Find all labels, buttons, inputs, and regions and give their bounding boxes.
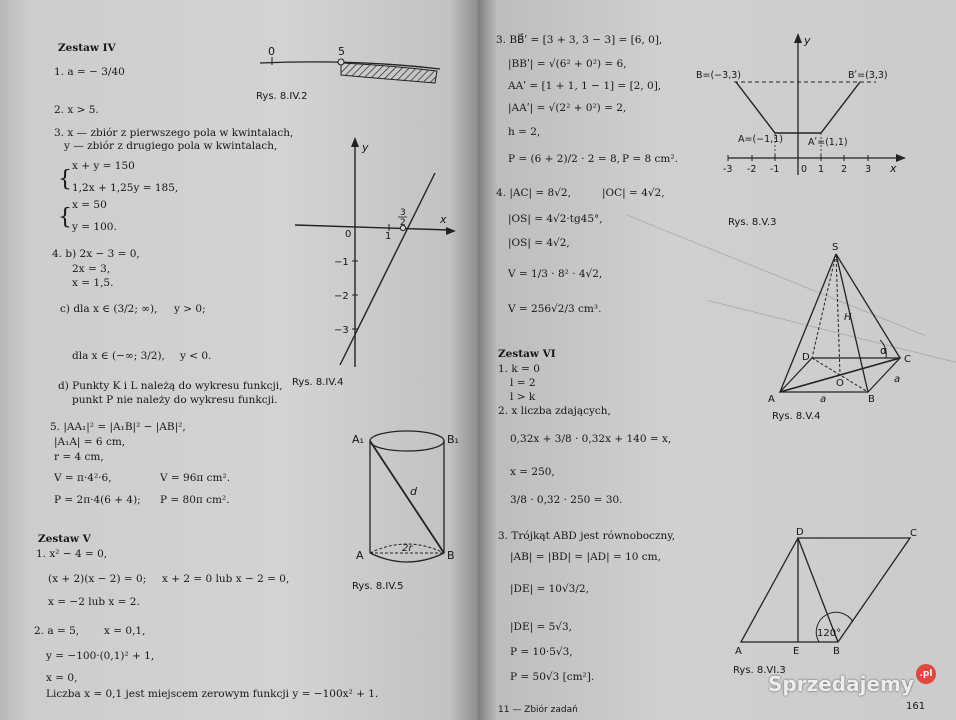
watermark-text: Sprzedajemy <box>768 672 914 696</box>
diagonal-d: d <box>410 485 417 498</box>
answer-line: Liczba x = 0,1 jest miejscem zerowym funkcji y = −100x² + 1. <box>46 688 379 700</box>
vertex-b: B <box>833 646 840 657</box>
answer-line: y — zbiór z drugiego pola w kwintalach, <box>64 140 278 152</box>
vertex-d: D <box>796 527 804 538</box>
answer-line: 3/8 · 0,32 · 250 = 30. <box>510 494 623 506</box>
answer-line: |DE| = 5√3, <box>510 621 573 633</box>
answer-line: AAʹ = [1 + 1, 1 − 1] = [2, 0], <box>508 80 662 92</box>
caption-fig-iv-5: Rys. 8.IV.5 <box>352 581 404 592</box>
tick-minus-three: −3 <box>334 325 349 336</box>
origin-label: 0 <box>345 229 352 240</box>
point-a-prime: Aʹ=(1,1) <box>808 137 848 148</box>
answer-line: |AAʹ| = √(2² + 0²) = 2, <box>508 102 627 114</box>
answer-line: (x + 2)(x − 2) = 0; <box>48 573 147 585</box>
answer-line: P = 10·5√3, <box>510 646 573 658</box>
answer-line: 2. x liczba zdających, <box>498 405 611 417</box>
vertex-c: C <box>910 528 917 539</box>
vertex-a: A <box>356 549 364 562</box>
answer-line: 5. |AA₁|² = |A₁B|² − |AB|², <box>50 421 186 433</box>
height-h: H <box>844 312 852 323</box>
vertex-b: B <box>868 394 875 405</box>
page-footer: 11 — Zbiór zadań <box>498 705 578 715</box>
axis-y-label: y <box>362 141 369 154</box>
diameter-2r: 2r <box>402 543 413 554</box>
center-o: O <box>836 378 844 389</box>
tick-minus-one: −1 <box>334 257 349 268</box>
answer-line: P = 80π cm². <box>160 494 230 506</box>
figure-linear-graph <box>290 135 460 375</box>
answer-line: r = 4 cm, <box>54 451 104 463</box>
caption-fig-iv-2: Rys. 8.IV.2 <box>256 91 308 102</box>
page-number: 161 <box>906 701 926 712</box>
tick-one: 1 <box>385 231 392 242</box>
answer-line: |DE| = 10√3/2, <box>510 583 589 595</box>
answer-line: V = 1/3 · 8² · 4√2, <box>508 268 603 280</box>
answer-line: y > 0; <box>174 303 206 315</box>
caption-fig-vi-3: Rys. 8.VI.3 <box>733 665 786 676</box>
answer-line: 1. x² − 4 = 0, <box>36 548 108 560</box>
brace: { <box>58 205 72 230</box>
axis-x-label: x <box>890 162 897 175</box>
answer-line: 0,32x + 3/8 · 0,32x + 140 = x, <box>510 433 672 445</box>
point-b: B=(−3,3) <box>696 70 741 81</box>
right-page <box>478 0 956 720</box>
zestaw-vi-heading: Zestaw VI <box>498 348 556 360</box>
vertex-a: A <box>768 394 775 405</box>
answer-line: x = 0,1, <box>104 625 146 637</box>
figure-trapezoid-axes <box>696 30 928 190</box>
vertex-b1: B₁ <box>447 433 459 446</box>
answer-line: 1. k = 0 <box>498 363 540 375</box>
tick-label: 0 <box>801 164 808 175</box>
vertex-c: C <box>904 354 911 365</box>
figure-pyramid <box>768 240 928 410</box>
vertex-s: S <box>832 242 839 253</box>
tick-label-zero: 0 <box>268 45 275 58</box>
brace: { <box>58 167 72 192</box>
vertex-d: D <box>802 352 810 363</box>
answer-line: x = −2 lub x = 2. <box>48 596 140 608</box>
watermark-badge: .pl <box>916 664 936 684</box>
caption-fig-v-4: Rys. 8.V.4 <box>772 411 821 422</box>
vertex-a1: A₁ <box>352 433 364 446</box>
point-b-prime: Bʹ=(3,3) <box>848 70 888 81</box>
answer-line: d) Punkty K i L należą do wykresu funkcji, <box>58 380 283 392</box>
answer-line: l > k <box>510 391 536 403</box>
answer-line: x + 2 = 0 lub x − 2 = 0, <box>162 573 290 585</box>
tick-two: 2 <box>400 218 406 228</box>
answer-line: V = π·4²·6, <box>54 472 112 484</box>
answer-line: V = 256√2/3 cm³. <box>508 303 602 315</box>
answer-line: punkt P nie należy do wykresu funkcji. <box>72 394 278 406</box>
answer-line: 4. b) 2x − 3 = 0, <box>52 248 140 260</box>
caption-fig-v-3: Rys. 8.V.3 <box>728 217 777 228</box>
figure-parallelogram <box>733 527 933 660</box>
answer-line: 1,2x + 1,25y = 185, <box>72 182 179 194</box>
answer-line: 3. x — zbiór z pierwszego pola w kwintalach, <box>54 127 294 139</box>
answer-line: 2. x > 5. <box>54 104 99 116</box>
answer-line: P = (6 + 2)/2 · 2 = 8, <box>508 153 620 165</box>
answer-line: |OS| = 4√2, <box>508 237 570 249</box>
vertex-b: B <box>447 549 455 562</box>
answer-line: V = 96π cm². <box>160 472 231 484</box>
answer-line: x = 50 <box>72 199 107 211</box>
answer-line: P = 2π·4(6 + 4); <box>54 494 141 506</box>
point-e: E <box>793 646 800 657</box>
tick-label: -3 <box>723 164 733 175</box>
answer-line: x + y = 150 <box>72 160 135 172</box>
tick-label: -2 <box>747 164 757 175</box>
edge-a: a <box>820 394 827 405</box>
figure-cylinder <box>350 425 478 575</box>
answer-line: y < 0. <box>180 350 212 362</box>
answer-line: l = 2 <box>510 377 536 389</box>
tick-label-five: 5 <box>338 45 345 58</box>
answer-line: 3. BB⃗ʹ = [3 + 3, 3 − 3] = [6, 0], <box>496 34 663 46</box>
answer-line: P = 50√3 [cm²]. <box>510 671 595 683</box>
answer-line: |AB| = |BD| = |AD| = 10 cm, <box>510 551 661 563</box>
tick-label: 1 <box>818 164 825 175</box>
answer-line: P = 8 cm². <box>622 153 678 165</box>
axis-x-label: x <box>440 213 447 226</box>
zestaw-iv-heading: Zestaw IV <box>58 42 116 54</box>
angle-label: 120° <box>817 628 842 639</box>
angle-alpha: α <box>880 344 888 357</box>
edge-a: a <box>894 374 901 385</box>
answer-line: |BBʹ| = √(6² + 0²) = 6, <box>508 58 627 70</box>
answer-line: y = −100·(0,1)² + 1, <box>46 650 155 662</box>
answer-line: 4. |AC| = 8√2, <box>496 187 571 199</box>
tick-label: 2 <box>841 164 848 175</box>
answer-line: 3. Trójkąt ABD jest równoboczny, <box>498 530 676 542</box>
answer-line: c) dla x ∈ (3/2; ∞), <box>60 303 158 315</box>
answer-line: 2. a = 5, <box>34 625 80 637</box>
answer-line: 2x = 3, <box>72 263 111 275</box>
answer-line: x = 1,5. <box>72 277 114 289</box>
answer-line: 1. a = − 3/40 <box>54 66 125 78</box>
answer-line: y = 100. <box>72 221 117 233</box>
answer-line: h = 2, <box>508 126 541 138</box>
zestaw-v-heading: Zestaw V <box>38 533 91 545</box>
answer-line: |A₁A| = 6 cm, <box>54 436 126 448</box>
answer-line: |OS| = 4√2·tg45°, <box>508 213 603 225</box>
answer-line: x = 0, <box>46 672 78 684</box>
tick-label: -1 <box>770 164 780 175</box>
caption-fig-iv-4: Rys. 8.IV.4 <box>292 377 344 388</box>
point-a: A=(−1,1) <box>738 134 783 145</box>
answer-line: |OC| = 4√2, <box>602 187 665 199</box>
axis-y-label: y <box>804 34 811 47</box>
tick-minus-two: −2 <box>334 291 349 302</box>
answer-line: dla x ∈ (−∞; 3/2), <box>72 350 165 362</box>
answer-line: x = 250, <box>510 466 555 478</box>
vertex-a: A <box>735 646 742 657</box>
tick-label: 3 <box>865 164 872 175</box>
tick-three: 3 <box>400 208 406 218</box>
